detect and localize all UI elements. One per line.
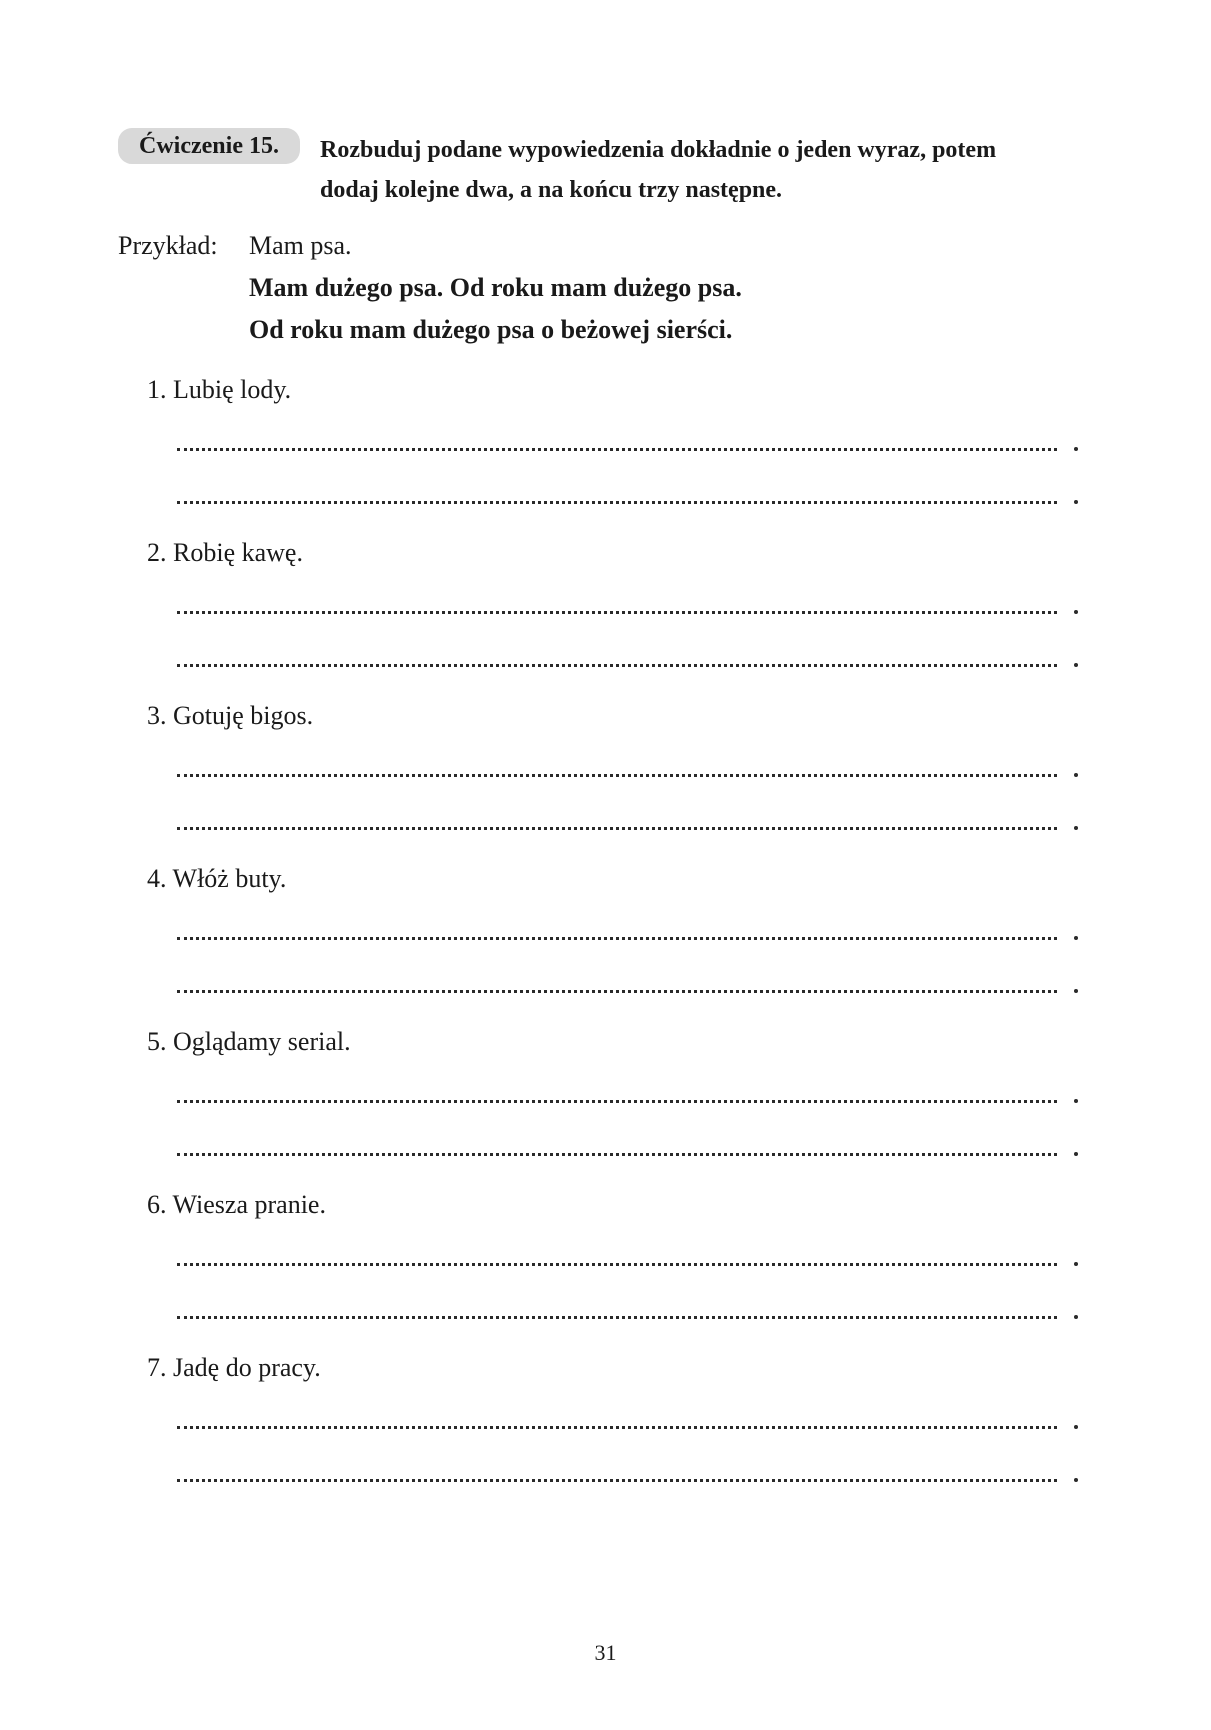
dotted-line: [177, 1479, 1057, 1482]
exercise-prompt: 3. Gotuję bigos.: [147, 701, 314, 730]
dotted-line: [177, 1100, 1057, 1103]
exercise-item: [147, 372, 1087, 535]
exercise-item: [147, 861, 1087, 1024]
dotted-line: [177, 1316, 1057, 1319]
answer-line[interactable]: [177, 1251, 1082, 1271]
exercise-item: [147, 1350, 1087, 1513]
period-mark: [1074, 500, 1078, 504]
period-mark: [1074, 663, 1078, 667]
answer-line[interactable]: [177, 762, 1082, 782]
period-mark: [1074, 1152, 1078, 1156]
example-line: Mam dużego psa. Od roku mam dużego psa.: [249, 273, 742, 302]
exercise-prompt: 2. Robię kawę.: [147, 538, 303, 567]
dotted-line: [177, 1426, 1057, 1429]
answer-line[interactable]: [177, 925, 1082, 945]
example-label: Przykład:: [118, 231, 218, 260]
period-mark: [1074, 1425, 1078, 1429]
exercise-item: [147, 535, 1087, 698]
exercise-badge: Ćwiczenie 15.: [118, 128, 300, 164]
answer-line[interactable]: [177, 489, 1082, 509]
period-mark: [1074, 936, 1078, 940]
dotted-line: [177, 664, 1057, 667]
answer-line[interactable]: [177, 1304, 1082, 1324]
answer-line[interactable]: [177, 599, 1082, 619]
answer-line[interactable]: [177, 436, 1082, 456]
period-mark: [1074, 447, 1078, 451]
answer-line[interactable]: [177, 652, 1082, 672]
example-lines: [249, 225, 949, 351]
dotted-line: [177, 990, 1057, 993]
answer-line[interactable]: [177, 1414, 1082, 1434]
dotted-line: [177, 774, 1057, 777]
exercise-item: [147, 1187, 1087, 1350]
period-mark: [1074, 773, 1078, 777]
example-line: Od roku mam dużego psa o beżowej sierści.: [249, 315, 733, 344]
exercise-prompt: 7. Jadę do pracy.: [147, 1353, 321, 1382]
exercise-instruction: Rozbuduj podane wypowiedzenia dokładnie o jeden wyraz, potem dodaj kolejne dwa, a na końcu trzy następne.: [320, 137, 997, 203]
period-mark: [1074, 1262, 1078, 1266]
answer-line[interactable]: [177, 1141, 1082, 1161]
exercise-list: [147, 372, 1087, 1513]
answer-line[interactable]: [177, 978, 1082, 998]
dotted-line: [177, 827, 1057, 830]
period-mark: [1074, 1315, 1078, 1319]
period-mark: [1074, 989, 1078, 993]
exercise-prompt: 4. Włóż buty.: [147, 864, 287, 893]
example-line: Mam psa.: [249, 231, 352, 260]
period-mark: [1074, 826, 1078, 830]
exercise-prompt: 5. Oglądamy serial.: [147, 1027, 351, 1056]
dotted-line: [177, 1153, 1057, 1156]
period-mark: [1074, 610, 1078, 614]
dotted-line: [177, 448, 1057, 451]
exercise-item: [147, 1024, 1087, 1187]
exercise-item: [147, 698, 1087, 861]
dotted-line: [177, 611, 1057, 614]
answer-line[interactable]: [177, 1467, 1082, 1487]
page-number: 31: [594, 1640, 617, 1665]
answer-line[interactable]: [177, 1088, 1082, 1108]
dotted-line: [177, 937, 1057, 940]
answer-line[interactable]: [177, 815, 1082, 835]
exercise-prompt: 1. Lubię lody.: [147, 375, 292, 404]
exercise-prompt: 6. Wiesza pranie.: [147, 1190, 326, 1219]
dotted-line: [177, 1263, 1057, 1266]
period-mark: [1074, 1478, 1078, 1482]
dotted-line: [177, 501, 1057, 504]
period-mark: [1074, 1099, 1078, 1103]
